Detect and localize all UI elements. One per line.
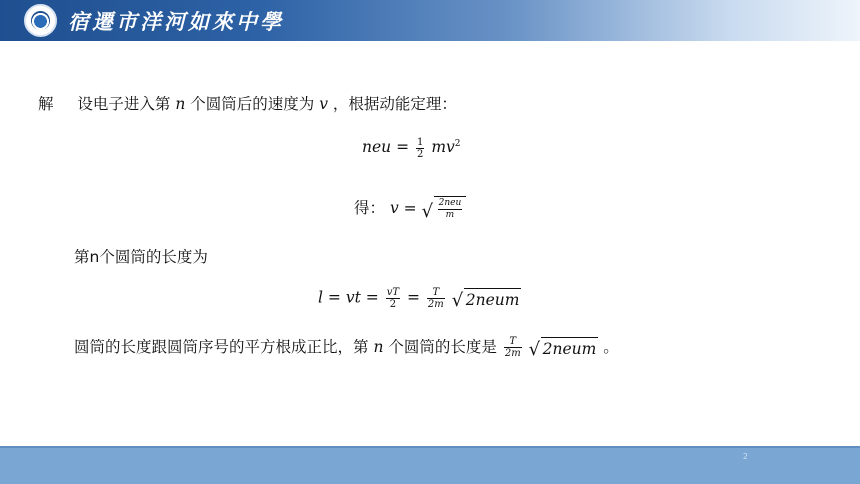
sqrt-velocity: √ $\frac{\text{2neu}}{m}$ <box>422 196 467 221</box>
footer-strip <box>0 446 860 448</box>
solution-label: 解 <box>38 95 54 113</box>
equation-velocity: 得： v = √ $\frac{\text{2neu}}{m}$ <box>354 196 466 221</box>
equation-kinetic-energy: neu = $\frac{1}{2}$ $mv^2$ <box>362 136 461 160</box>
sqrt-length: √ 2neum <box>451 289 520 311</box>
solution-intro: 解 设电子进入第 n 个圆筒后的速度为 v ，根据动能定理： <box>38 95 457 113</box>
school-name: 宿遷市洋河如來中學 <box>68 9 284 34</box>
fraction-half: $\frac{1}{2}$ <box>417 136 424 160</box>
conclusion: 圆筒的长度跟圆筒序号的平方根成正比，第 n 个圆筒的长度是 $\frac{T}{2m}$ √ 2neum 。 <box>74 336 619 360</box>
length-intro: 第n个圆筒的长度为 <box>74 248 208 266</box>
equation-length: l = vt = $\frac{vT}{2}$ = $\frac{T}{2m}$ √ 2neum <box>318 287 520 311</box>
sqrt-conclusion: √ 2neum <box>528 338 597 360</box>
footer-bar <box>0 446 860 484</box>
page-number: 2 <box>742 452 748 461</box>
school-logo-icon <box>24 4 57 37</box>
